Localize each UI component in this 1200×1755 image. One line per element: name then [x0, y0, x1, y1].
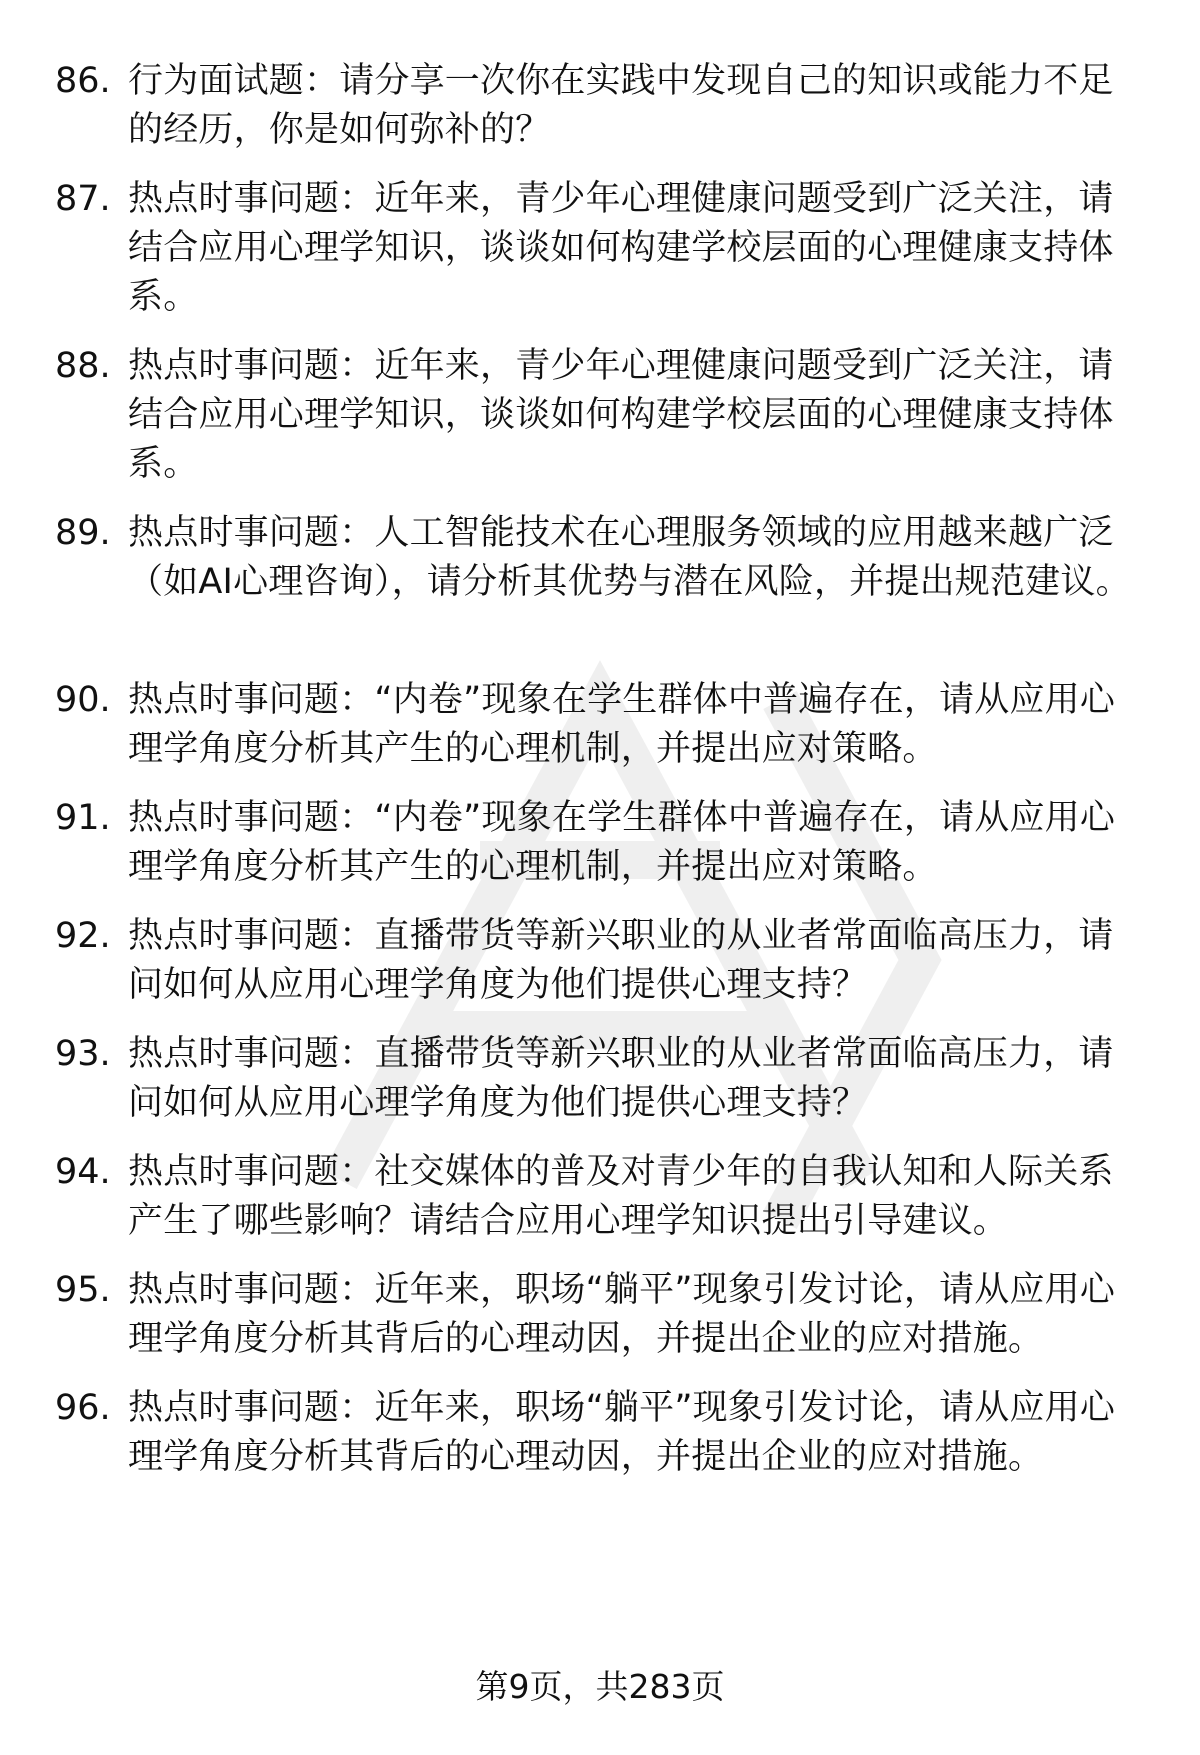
question-number: 95. — [55, 1270, 111, 1310]
question-text: 热点时事问题：“内卷”现象在学生群体中普遍存在，请从应用心理学角度分析其产生的心理机制，并提出应对策略。 — [128, 680, 1116, 769]
question-text: 热点时事问题：直播带货等新兴职业的从业者常面临高压力，请问如何从应用心理学角度为他们提供心理支持？ — [128, 1034, 1114, 1123]
question-text: 行为面试题：请分享一次你在实践中发现自己的知识或能力不足的经历，你是如何弥补的？ — [128, 61, 1114, 150]
page-number-footer: 第9页，共283页 — [475, 1667, 725, 1706]
question-text: 热点时事问题：近年来，职场“躺平”现象引发讨论，请从应用心理学角度分析其背后的心理动因，并提出企业的应对措施。 — [128, 1388, 1116, 1477]
question-number: 89. — [55, 513, 111, 553]
question-number: 96. — [55, 1388, 111, 1428]
question-list — [0, 57, 1200, 1502]
question-number: 91. — [55, 798, 111, 838]
question-number: 88. — [55, 346, 111, 386]
question-text: 热点时事问题：社交媒体的普及对青少年的自我认知和人际关系产生了哪些影响？请结合应用心理学知识提出引导建议。 — [128, 1152, 1114, 1241]
question-number: 87. — [55, 179, 111, 219]
question-number: 93. — [55, 1034, 111, 1074]
question-number: 86. — [55, 61, 111, 101]
list-item — [0, 1266, 1200, 1364]
list-item — [0, 342, 1200, 489]
list-item — [0, 175, 1200, 322]
list-item — [0, 1148, 1200, 1246]
question-text: 热点时事问题：“内卷”现象在学生群体中普遍存在，请从应用心理学角度分析其产生的心理机制，并提出应对策略。 — [128, 798, 1116, 887]
list-item — [0, 1384, 1200, 1482]
list-item — [0, 794, 1200, 892]
question-text: 热点时事问题：近年来，青少年心理健康问题受到广泛关注，请结合应用心理学知识，谈谈如何构建学校层面的心理健康支持体系。 — [128, 179, 1114, 317]
question-text: 热点时事问题：近年来，青少年心理健康问题受到广泛关注，请结合应用心理学知识，谈谈如何构建学校层面的心理健康支持体系。 — [128, 346, 1114, 484]
list-item — [0, 912, 1200, 1010]
list-item — [0, 57, 1200, 155]
question-text: 热点时事问题：直播带货等新兴职业的从业者常面临高压力，请问如何从应用心理学角度为他们提供心理支持？ — [128, 916, 1114, 1005]
list-item — [0, 509, 1200, 656]
question-number: 94. — [55, 1152, 111, 1192]
list-item — [0, 676, 1200, 774]
question-number: 90. — [55, 680, 111, 720]
question-text: 热点时事问题：近年来，职场“躺平”现象引发讨论，请从应用心理学角度分析其背后的心理动因，并提出企业的应对措施。 — [128, 1270, 1116, 1359]
list-item — [0, 1030, 1200, 1128]
question-text: 热点时事问题：人工智能技术在心理服务领域的应用越来越广泛（如AI心理咨询），请分析其优势与潜在风险，并提出规范建议。 — [128, 513, 1131, 602]
question-number: 92. — [55, 916, 111, 956]
